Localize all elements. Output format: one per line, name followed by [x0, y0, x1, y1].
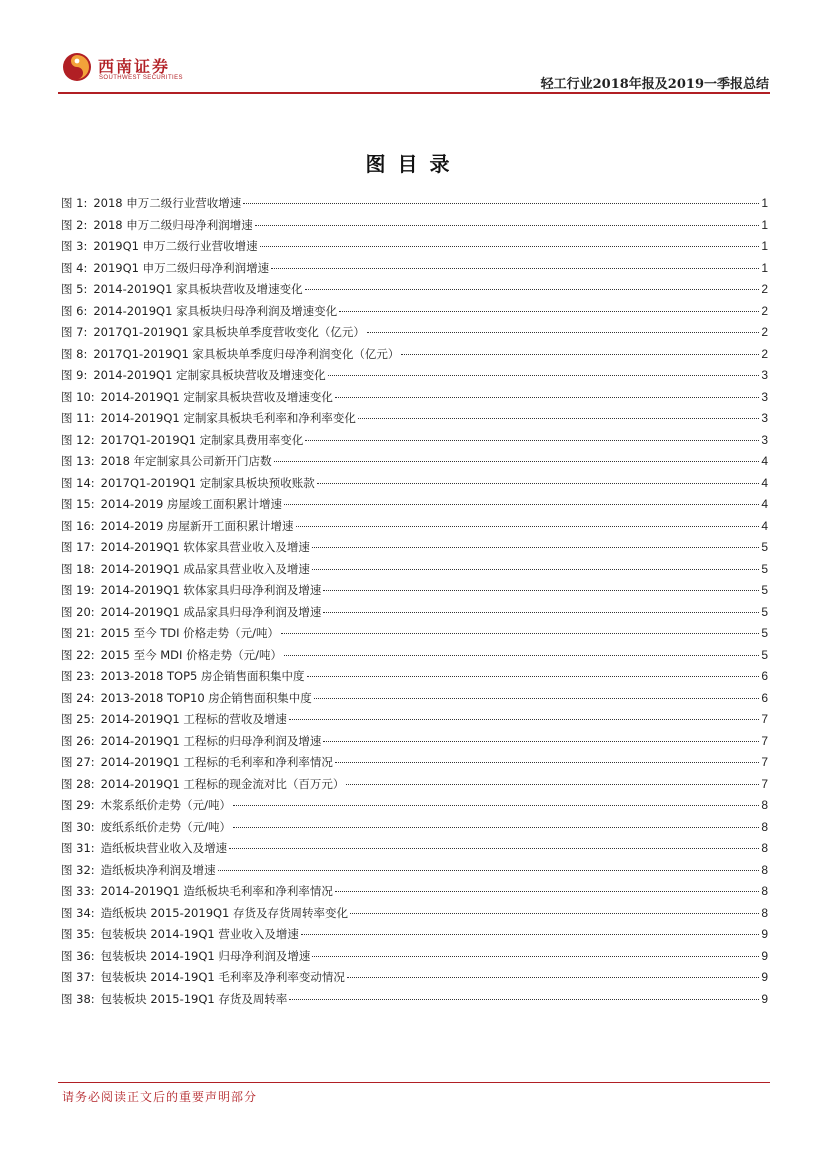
toc-entry-page: 1: [761, 217, 768, 232]
toc-dot-leader: [296, 525, 760, 527]
toc-entry-page: 4: [761, 475, 768, 490]
toc-entry-number: 图 1:: [61, 196, 88, 210]
toc-entry-number: 图 26:: [61, 733, 95, 748]
toc-entry-page: 6: [761, 669, 768, 683]
toc-entry-page: 2: [761, 325, 768, 339]
toc-dot-leader: [260, 245, 760, 247]
toc-entry-page: 7: [761, 733, 768, 748]
toc-entry-title: 2018 年定制家具公司新开门店数: [100, 454, 272, 468]
toc-entry-number: 图 21:: [61, 626, 95, 640]
toc-entry-page: 2: [761, 303, 768, 318]
toc-entry-page: 5: [761, 626, 768, 640]
toc-entry-page: 5: [761, 583, 768, 597]
toc-entry-page: 1: [761, 260, 768, 275]
toc-entry-title: 2017Q1-2019Q1 定制家具板块预收账款: [100, 475, 315, 490]
toc-entry-number: 图 4:: [61, 260, 88, 275]
toc-entry-number: 图 38:: [61, 991, 95, 1006]
toc-dot-leader: [312, 568, 759, 570]
toc-entry-title: 2019Q1 申万二级归母净利润增速: [93, 260, 270, 275]
toc-entry-number: 图 29:: [61, 798, 95, 812]
toc-entry-page: 2: [761, 282, 768, 296]
toc-dot-leader: [335, 761, 759, 763]
toc-entry-number: 图 18:: [61, 561, 95, 576]
footer-disclaimer: 请务必阅读正文后的重要声明部分: [62, 1090, 258, 1104]
toc-entry[interactable]: [61, 666, 768, 688]
toc-entry-title: 2014-2019Q1 定制家具板块营收及增速变化: [100, 389, 333, 404]
toc-dot-leader: [323, 740, 759, 742]
toc-entry-title: 2014-2019Q1 软体家具归母净利润及增速: [100, 583, 322, 597]
toc-entry-page: 3: [761, 368, 768, 382]
toc-entry[interactable]: [61, 989, 768, 1011]
toc-entry-page: 4: [761, 518, 768, 533]
toc-entry-page: 7: [761, 712, 768, 726]
toc-entry-number: 图 23:: [61, 669, 95, 683]
toc-entry[interactable]: [61, 602, 768, 624]
toc-entry-title: 木浆系纸价走势（元/吨）: [100, 798, 232, 812]
toc-entry[interactable]: [61, 473, 768, 495]
toc-dot-leader: [346, 783, 759, 785]
toc-entry-title: 2014-2019Q1 成品家具归母净利润及增速: [100, 604, 322, 619]
toc-entry-page: 5: [761, 647, 768, 662]
toc-entry-number: 图 13:: [61, 454, 95, 468]
toc-dot-leader: [317, 482, 760, 484]
header-divider: [58, 92, 770, 94]
toc-entry-number: 图 20:: [61, 604, 95, 619]
toc-dot-leader: [289, 998, 759, 1000]
toc-entry-title: 2014-2019Q1 家具板块营收及增速变化: [93, 282, 303, 296]
toc-entry-page: 7: [761, 776, 768, 791]
toc-entry-title: 2014-2019 房屋竣工面积累计增速: [100, 497, 283, 511]
toc-entry-title: 废纸系纸价走势（元/吨）: [100, 819, 232, 834]
toc-entry-number: 图 22:: [61, 647, 95, 662]
page-header: [0, 0, 827, 95]
toc-dot-leader: [233, 804, 759, 806]
toc-entry-page: 7: [761, 755, 768, 769]
toc-entry[interactable]: [61, 279, 768, 301]
toc-entry-number: 图 7:: [61, 325, 88, 339]
toc-entry-title: 包装板块 2014-19Q1 归母净利润及增速: [100, 948, 311, 963]
toc-entry-title: 包装板块 2015-19Q1 存货及周转率: [100, 991, 288, 1006]
toc-dot-leader: [367, 331, 759, 333]
toc-entry[interactable]: [61, 817, 768, 839]
toc-entry-number: 图 3:: [61, 239, 88, 253]
toc-entry-title: 包装板块 2014-19Q1 营业收入及增速: [100, 927, 299, 941]
toc-entry-page: 8: [761, 905, 768, 920]
toc-entry-page: 9: [761, 991, 768, 1006]
toc-dot-leader: [274, 460, 760, 462]
toc-entry[interactable]: [61, 451, 768, 473]
toc-entry-page: 6: [761, 690, 768, 705]
toc-entry-title: 2018 申万二级行业营收增速: [93, 196, 242, 210]
toc-entry[interactable]: [61, 258, 768, 280]
toc-dot-leader: [271, 267, 759, 269]
toc-dot-leader: [233, 826, 759, 828]
toc-entry-page: 5: [761, 604, 768, 619]
toc-dot-leader: [289, 718, 759, 720]
toc-entry-title: 2017Q1-2019Q1 家具板块单季度营收变化（亿元）: [93, 325, 365, 339]
brand-name-cn: 西南证券: [98, 57, 171, 76]
toc-entry[interactable]: [61, 387, 768, 409]
toc-entry-number: 图 6:: [61, 303, 88, 318]
toc-entry-number: 图 28:: [61, 776, 95, 791]
toc-entry[interactable]: [61, 322, 768, 344]
toc-entry-number: 图 17:: [61, 540, 95, 554]
toc-entry-title: 2019Q1 申万二级行业营收增速: [93, 239, 258, 253]
toc-entry-page: 9: [761, 948, 768, 963]
toc-entry-title: 2014-2019Q1 造纸板块毛利率和净利率情况: [100, 884, 333, 898]
toc-entry-title: 2014-2019Q1 定制家具板块毛利率和净利率变化: [100, 411, 356, 425]
toc-entry-number: 图 10:: [61, 389, 95, 404]
toc-entry-number: 图 34:: [61, 905, 95, 920]
toc-entry-number: 图 15:: [61, 497, 95, 511]
toc-entry-title: 2015 至今 TDI 价格走势（元/吨）: [100, 626, 280, 640]
toc-dot-leader: [284, 503, 759, 505]
toc-entry-number: 图 35:: [61, 927, 95, 941]
toc-entry-title: 造纸板块 2015-2019Q1 存货及存货周转率变化: [100, 905, 349, 920]
toc-entry-title: 2014-2019Q1 工程标的现金流对比（百万元）: [100, 776, 345, 791]
toc-entry-title: 2014-2019 房屋新开工面积累计增速: [100, 518, 294, 533]
toc-entry[interactable]: [61, 494, 768, 516]
toc-entry[interactable]: [61, 344, 768, 366]
toc-entry-page: 1: [761, 196, 768, 210]
toc-entry-title: 包装板块 2014-19Q1 毛利率及净利率变动情况: [100, 970, 345, 984]
toc-entry[interactable]: [61, 193, 768, 215]
toc-entry[interactable]: [61, 623, 768, 645]
toc-dot-leader: [312, 955, 759, 957]
toc-entry[interactable]: [61, 795, 768, 817]
toc-entry-page: 8: [761, 819, 768, 834]
toc-entry-page: 9: [761, 970, 768, 984]
toc-entry-page: 3: [761, 432, 768, 447]
toc-entry-title: 2018 申万二级归母净利润增速: [93, 217, 253, 232]
toc-entry-number: 图 16:: [61, 518, 95, 533]
toc-entry[interactable]: [61, 946, 768, 968]
toc-entry-number: 图 9:: [61, 368, 88, 382]
toc-dot-leader: [335, 890, 759, 892]
toc-entry[interactable]: [61, 967, 768, 989]
toc-entry-page: 3: [761, 389, 768, 404]
toc-entry-page: 5: [761, 540, 768, 554]
toc-entry-number: 图 19:: [61, 583, 95, 597]
toc-dot-leader: [243, 202, 759, 204]
toc-dot-leader: [307, 675, 760, 677]
toc-dot-leader: [350, 912, 759, 914]
toc-dot-leader: [323, 611, 759, 613]
toc-entry-number: 图 30:: [61, 819, 95, 834]
toc-entry[interactable]: [61, 924, 768, 946]
toc-entry[interactable]: [61, 516, 768, 538]
toc-entry-number: 图 8:: [61, 346, 88, 361]
toc-entry[interactable]: [61, 752, 768, 774]
toc-entry-page: 4: [761, 454, 768, 468]
toc-entry-page: 4: [761, 497, 768, 511]
toc-dot-leader: [284, 654, 759, 656]
toc-entry-page: 8: [761, 798, 768, 812]
toc-entry-number: 图 14:: [61, 475, 95, 490]
toc-dot-leader: [347, 976, 759, 978]
toc-entry-page: 8: [761, 841, 768, 855]
toc-entry-title: 2014-2019Q1 成品家具营业收入及增速: [100, 561, 310, 576]
toc-entry[interactable]: [61, 215, 768, 237]
toc-entry-title: 2014-2019Q1 定制家具板块营收及增速变化: [93, 368, 326, 382]
toc-dot-leader: [305, 288, 760, 290]
toc-entry[interactable]: [61, 838, 768, 860]
toc-entry-number: 图 27:: [61, 755, 95, 769]
toc-entry-page: 3: [761, 411, 768, 425]
toc-entry-page: 5: [761, 561, 768, 576]
toc-entry[interactable]: [61, 709, 768, 731]
toc-dot-leader: [229, 847, 759, 849]
toc-entry-title: 2014-2019Q1 工程标的营收及增速: [100, 712, 287, 726]
toc-dot-leader: [335, 396, 759, 398]
toc-entry[interactable]: [61, 559, 768, 581]
toc-dot-leader: [314, 697, 760, 699]
toc-dot-leader: [255, 224, 760, 226]
figure-toc-list: [61, 193, 768, 1010]
toc-dot-leader: [401, 353, 759, 355]
toc-entry[interactable]: [61, 860, 768, 882]
toc-entry-number: 图 25:: [61, 712, 95, 726]
toc-entry-number: 图 24:: [61, 690, 95, 705]
toc-entry-number: 图 11:: [61, 411, 95, 425]
toc-entry-title: 2013-2018 TOP10 房企销售面积集中度: [100, 690, 312, 705]
toc-entry-title: 2015 至今 MDI 价格走势（元/吨）: [100, 647, 282, 662]
toc-dot-leader: [323, 589, 759, 591]
toc-entry[interactable]: [61, 645, 768, 667]
toc-entry-title: 2017Q1-2019Q1 家具板块单季度归母净利润变化（亿元）: [93, 346, 400, 361]
toc-dot-leader: [328, 374, 760, 376]
toc-dot-leader: [358, 417, 759, 419]
toc-entry-title: 2013-2018 TOP5 房企销售面积集中度: [100, 669, 305, 683]
toc-entry[interactable]: [61, 731, 768, 753]
toc-dot-leader: [281, 632, 759, 634]
toc-entry-title: 造纸板块营业收入及增速: [100, 841, 228, 855]
toc-entry[interactable]: [61, 903, 768, 925]
toc-entry-page: 8: [761, 884, 768, 898]
toc-entry[interactable]: [61, 408, 768, 430]
toc-entry-title: 2014-2019Q1 工程标的归母净利润及增速: [100, 733, 322, 748]
toc-entry-title: 造纸板块净利润及增速: [100, 862, 216, 877]
toc-entry-title: 2014-2019Q1 家具板块归母净利润及增速变化: [93, 303, 338, 318]
toc-entry[interactable]: [61, 537, 768, 559]
toc-entry-number: 图 2:: [61, 217, 88, 232]
toc-entry[interactable]: [61, 236, 768, 258]
toc-entry-number: 图 12:: [61, 432, 95, 447]
toc-entry[interactable]: [61, 774, 768, 796]
toc-entry[interactable]: [61, 430, 768, 452]
toc-dot-leader: [305, 439, 759, 441]
toc-entry-number: 图 32:: [61, 862, 95, 877]
toc-entry-page: 2: [761, 346, 768, 361]
footer-divider: [58, 1082, 770, 1083]
toc-entry[interactable]: [61, 365, 768, 387]
toc-entry-page: 8: [761, 862, 768, 877]
toc-entry-number: 图 37:: [61, 970, 95, 984]
toc-entry-number: 图 31:: [61, 841, 95, 855]
toc-entry-page: 1: [761, 239, 768, 253]
toc-dot-leader: [312, 546, 759, 548]
toc-dot-leader: [218, 869, 760, 871]
toc-title: 图目录: [365, 152, 462, 176]
toc-entry-number: 图 36:: [61, 948, 95, 963]
southwest-securities-logo-icon: [62, 52, 92, 82]
toc-entry[interactable]: [61, 580, 768, 602]
toc-entry-page: 9: [761, 927, 768, 941]
toc-entry-title: 2017Q1-2019Q1 定制家具费用率变化: [100, 432, 304, 447]
toc-entry-number: 图 33:: [61, 884, 95, 898]
toc-entry[interactable]: [61, 301, 768, 323]
toc-entry-number: 图 5:: [61, 282, 88, 296]
toc-entry-title: 2014-2019Q1 软体家具营业收入及增速: [100, 540, 310, 554]
toc-entry[interactable]: [61, 881, 768, 903]
toc-entry-title: 2014-2019Q1 工程标的毛利率和净利率情况: [100, 755, 333, 769]
toc-dot-leader: [301, 933, 759, 935]
toc-dot-leader: [339, 310, 759, 312]
brand-name-en: SOUTHWEST SECURITIES: [99, 75, 183, 81]
report-title: 轻工行业2018年报及2019一季报总结: [540, 77, 769, 92]
toc-entry[interactable]: [61, 688, 768, 710]
